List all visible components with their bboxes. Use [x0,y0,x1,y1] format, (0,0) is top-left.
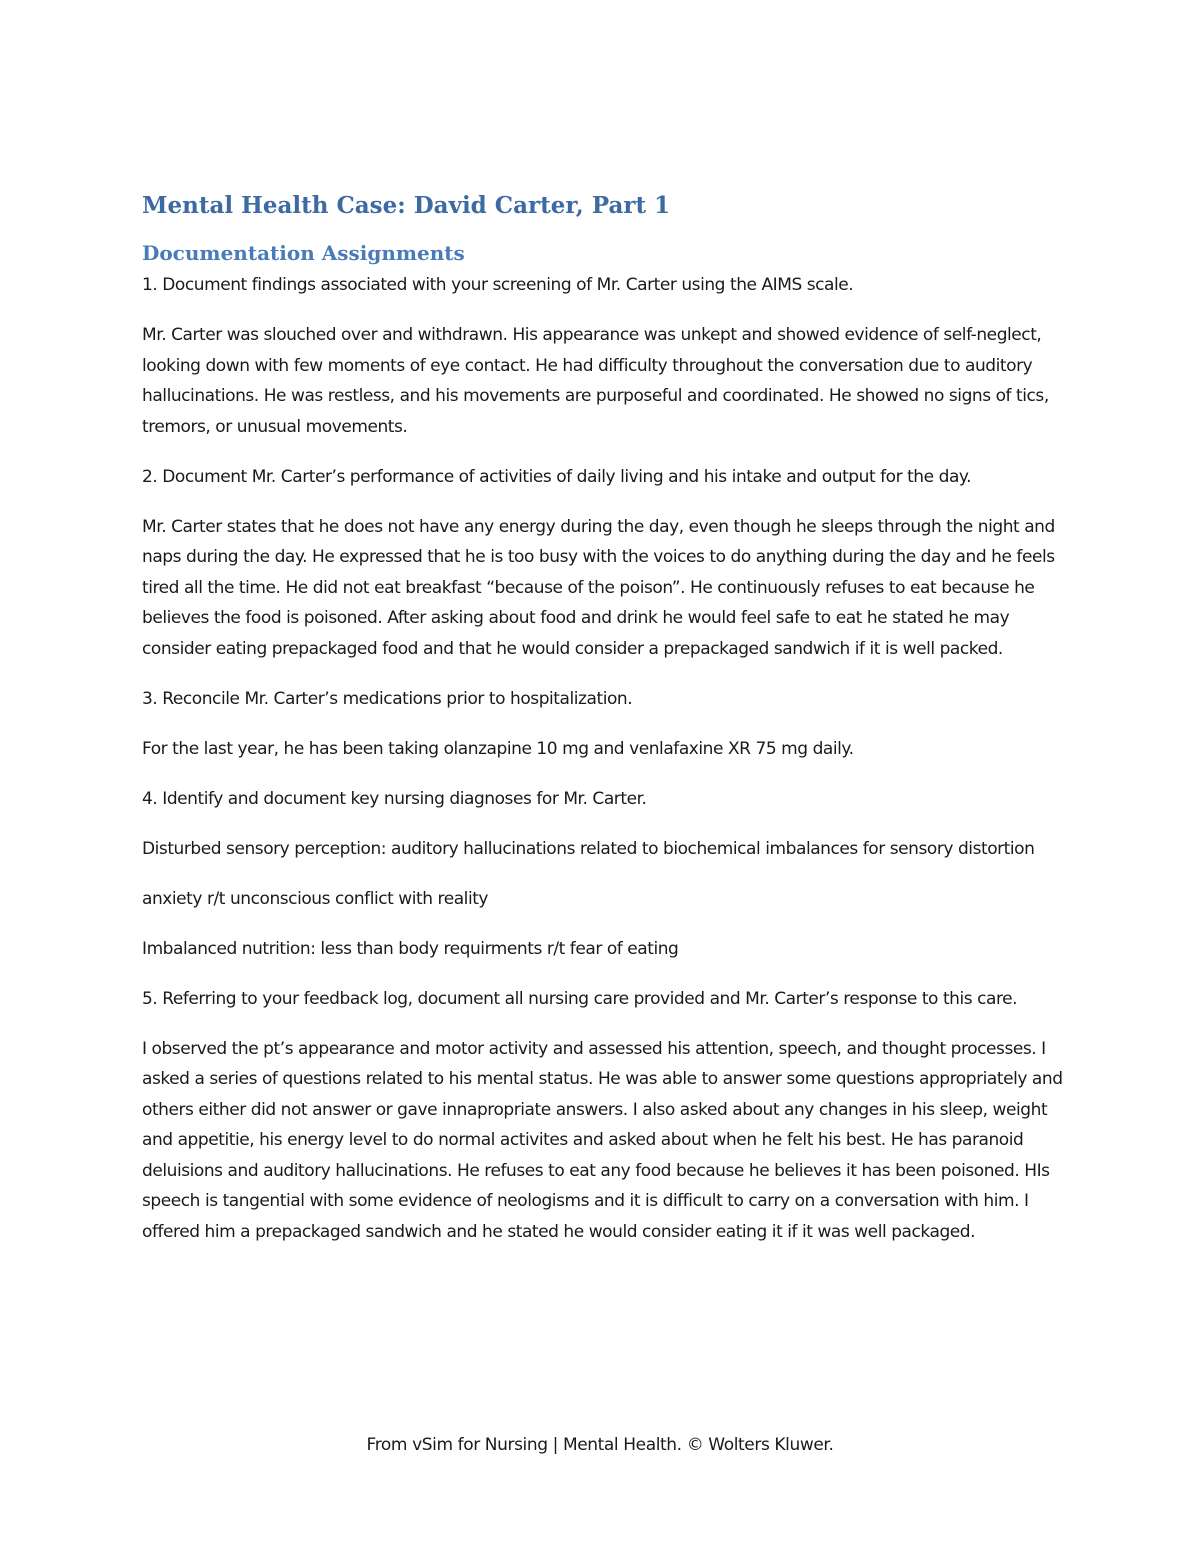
diagnosis-1: Disturbed sensory perception: auditory hallucinations related to biochemical imbalances for sensory distortion [142,838,1035,859]
answer-2: Mr. Carter states that he does not have any energy during the day, even though he sleeps through the night and naps during the day. He expressed that he is too busy with the voices to do anything during the day and he feels tired all the time. He did not eat breakfast “because of the poison”. He continuously refuses to eat because he believes the food is poisoned. After asking about food and drink he would feel safe to eat he stated he may consider eating prepackaged food and that he would consider a prepackaged sandwich if it is well packed. [142,516,1055,659]
document-body [142,186,1072,1267]
diagnosis-3: Imbalanced nutrition: less than body requirments r/t fear of eating [142,938,679,959]
answer-3: For the last year, he has been taking olanzapine 10 mg and venlafaxine XR 75 mg daily. [142,738,854,759]
document-title: Mental Health Case: David Carter, Part 1 [142,192,671,219]
question-3: 3. Reconcile Mr. Carter’s medications prior to hospitalization. [142,688,633,709]
section-heading: Documentation Assignments [142,241,465,265]
answer-1: Mr. Carter was slouched over and withdrawn. His appearance was unkept and showed evidence of self-neglect, looking down with few moments of eye contact. He had difficulty throughout the conversation due to auditory hallucinations. He was restless, and his movements are purposeful and coordinated. He showed no signs of tics, tremors, or unusual movements. [142,325,1049,437]
question-5: 5. Referring to your feedback log, document all nursing care provided and Mr. Carter’s response to this care. [142,988,1018,1009]
question-2: 2. Document Mr. Carter’s performance of activities of daily living and his intake and output for the day. [142,466,972,487]
diagnosis-2: anxiety r/t unconscious conflict with reality [142,888,489,909]
question-4: 4. Identify and document key nursing diagnoses for Mr. Carter. [142,788,647,809]
question-1: 1. Document findings associated with your screening of Mr. Carter using the AIMS scale. [142,275,854,295]
page-footer: From vSim for Nursing | Mental Health. © Wolters Kluwer. [366,1435,834,1455]
answer-5: I observed the pt’s appearance and motor activity and assessed his attention, speech, and thought processes. I asked a series of questions related to his mental status. He was able to answer some questions appropriately and others either did not answer or gave innapropriate answers. I also asked about any changes in his sleep, weight and appetitie, his energy level to do normal activites and asked about when he felt his best. He has paranoid deluisions and auditory hallucinations. He refuses to eat any food because he believes it has been poisoned. HIs speech is tangential with some evidence of neologisms and it is difficult to carry on a conversation with him. I offered him a prepackaged sandwich and he stated he would consider eating it if it was well packaged. [142,1038,1063,1242]
